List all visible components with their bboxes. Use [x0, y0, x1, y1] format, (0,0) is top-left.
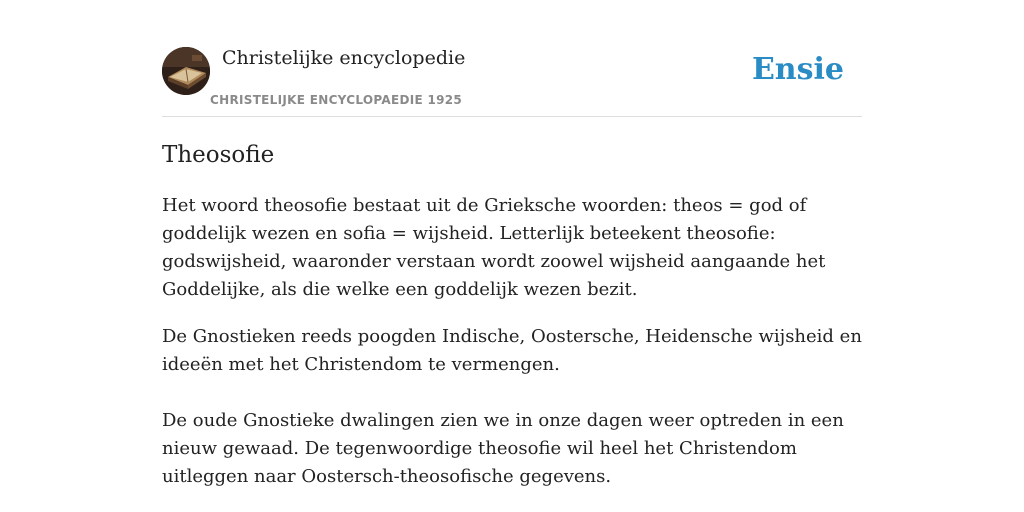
article-paragraph: Het woord theosofie bestaat uit de Grieksche woorden: theos = god of goddelijk wezen en sofia = wijsheid. Letterlijk beteekent theosofie: godswijsheid, waaronder verstaan wordt zoowel wijsheid aangaande het Goddelijke, als die welke een goddelijk wezen bezit. [162, 195, 826, 300]
brand-logo[interactable]: Ensie [751, 52, 844, 87]
site-title[interactable]: Christelijke encyclopedie [222, 47, 466, 69]
site-subtitle[interactable]: CHRISTELIJKE ENCYCLOPAEDIE 1925 [210, 93, 463, 107]
article-title: Theosofie [162, 142, 275, 168]
book-image-icon[interactable] [162, 47, 210, 95]
site-header [162, 46, 862, 117]
article-paragraph: De oude Gnostieke dwalingen zien we in onze dagen weer optreden in een nieuw gewaad. De tegenwoordige theosofie wil heel het Christendom uitleggen naar Oostersch-theosofische gegevens. [162, 410, 844, 487]
article-paragraph: De Gnostieken reeds poogden Indische, Oostersche, Heidensche wijsheid en ideeën met het Christendom te vermengen. [162, 326, 862, 375]
